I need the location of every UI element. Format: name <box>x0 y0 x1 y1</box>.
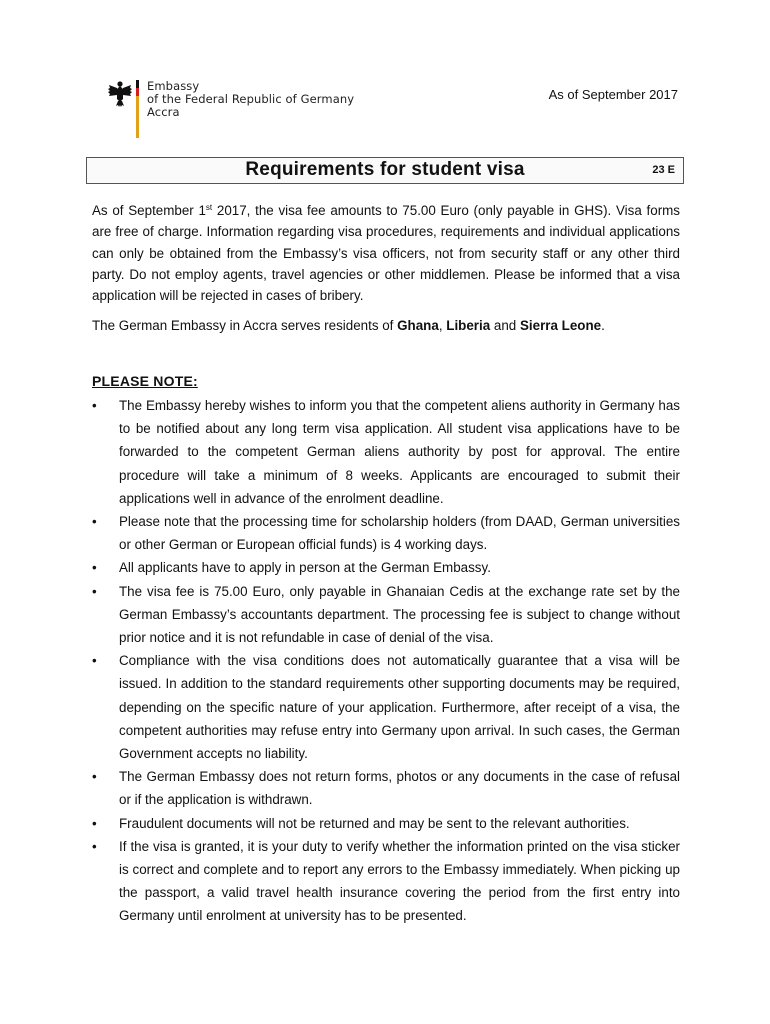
country-liberia: Liberia <box>446 318 491 333</box>
title-box <box>86 157 684 184</box>
list-item-text: If the visa is granted, it is your duty to verify whether the information printed on the visa sticker is correct and complete and to report any errors to the Embassy immediately. When picking up the passport, a valid travel health insurance covering the period from the first entry into Germany until enrolment at university has to be presented. <box>119 838 680 924</box>
bullet-icon: • <box>92 653 97 669</box>
embassy-line-2: of the Federal Republic of Germany <box>147 92 355 106</box>
note-list <box>92 394 680 928</box>
bullet-icon: • <box>92 583 97 599</box>
intro-text-start: As of September 1 <box>92 203 206 218</box>
form-code: 23 E <box>652 164 675 176</box>
residents-separator-2: and <box>490 318 520 333</box>
bullet-icon: • <box>92 838 97 854</box>
country-sierra-leone: Sierra Leone <box>519 318 602 333</box>
list-item <box>92 765 680 811</box>
brand-bar-red <box>136 88 139 96</box>
country-ghana: Ghana <box>397 318 439 333</box>
list-item-text: Fraudulent documents will not be returned and may be sent to the relevant authorities. <box>119 815 630 831</box>
embassy-line-1: Embassy <box>147 79 200 93</box>
residents-separator-1: , <box>438 318 447 333</box>
list-item-text: The visa fee is 75.00 Euro, only payable in Ghanaian Cedis at the exchange rate set by the German Embassy’s accountants department. The processing fee is subject to change without prior notice and it is not refundable in case of denial of the visa. <box>119 583 680 646</box>
list-item-text: The German Embassy does not return forms, photos or any documents in the case of refusal or if the application is withdrawn. <box>119 769 680 808</box>
list-item-text: All applicants have to apply in person at the German Embassy. <box>119 560 491 576</box>
list-item <box>92 556 680 579</box>
bullet-icon: • <box>92 398 97 413</box>
embassy-name <box>147 80 354 119</box>
note-heading: PLEASE NOTE: <box>92 373 198 389</box>
bullet-icon: • <box>92 815 97 831</box>
list-item <box>92 580 680 650</box>
federal-eagle-icon <box>108 80 132 108</box>
list-item <box>92 649 680 765</box>
residents-paragraph <box>92 315 680 336</box>
bullet-icon: • <box>92 560 97 576</box>
residents-suffix: . <box>601 318 605 333</box>
embassy-line-3: Accra <box>147 105 180 119</box>
intro-ordinal-suffix: st <box>205 203 213 212</box>
residents-prefix: The German Embassy in Accra serves residents of <box>92 318 398 333</box>
list-item <box>92 510 680 556</box>
bullet-icon: • <box>92 514 97 530</box>
intro-paragraph <box>92 200 680 306</box>
list-item <box>92 812 680 835</box>
bullet-icon: • <box>92 769 97 785</box>
intro-text-rest: 2017, the visa fee amounts to 75.00 Euro (only payable in GHS). Visa forms are free of charge. Information regarding visa procedures, requirements and individual applications can only be obtained from the Embassy’s visa officers, not from security staff or any other third party. Do not employ agents, travel agencies or other middlemen. Please be informed that a visa application will be rejected in cases of bribery. <box>92 203 680 304</box>
list-item <box>92 394 680 510</box>
page-title: Requirements for student visa <box>245 159 525 180</box>
list-item-text: Please note that the processing time for scholarship holders (from DAAD, German universities or other German or European official funds) is 4 working days. <box>119 514 680 553</box>
document-date: As of September 2017 <box>548 87 678 102</box>
list-item <box>92 835 680 928</box>
list-item-text: The Embassy hereby wishes to inform you that the competent aliens authority in Germany has to be notified about any long term visa application. All student visa applications have to be forwarded to the competent German aliens authority by post for approval. The entire procedure will take a minimum of 8 weeks. Applicants are encouraged to submit their applications well in advance of the enrolment deadline. <box>119 398 680 506</box>
list-item-text: Compliance with the visa conditions does not automatically guarantee that a visa will be issued. In addition to the standard requirements other supporting documents may be required, depending on the specific nature of your application. Furthermore, after receipt of a visa, the competent authorities may refuse entry into Germany upon arrival. In such cases, the German Government accepts no liability. <box>119 653 680 762</box>
brand-bar-black <box>136 80 139 88</box>
